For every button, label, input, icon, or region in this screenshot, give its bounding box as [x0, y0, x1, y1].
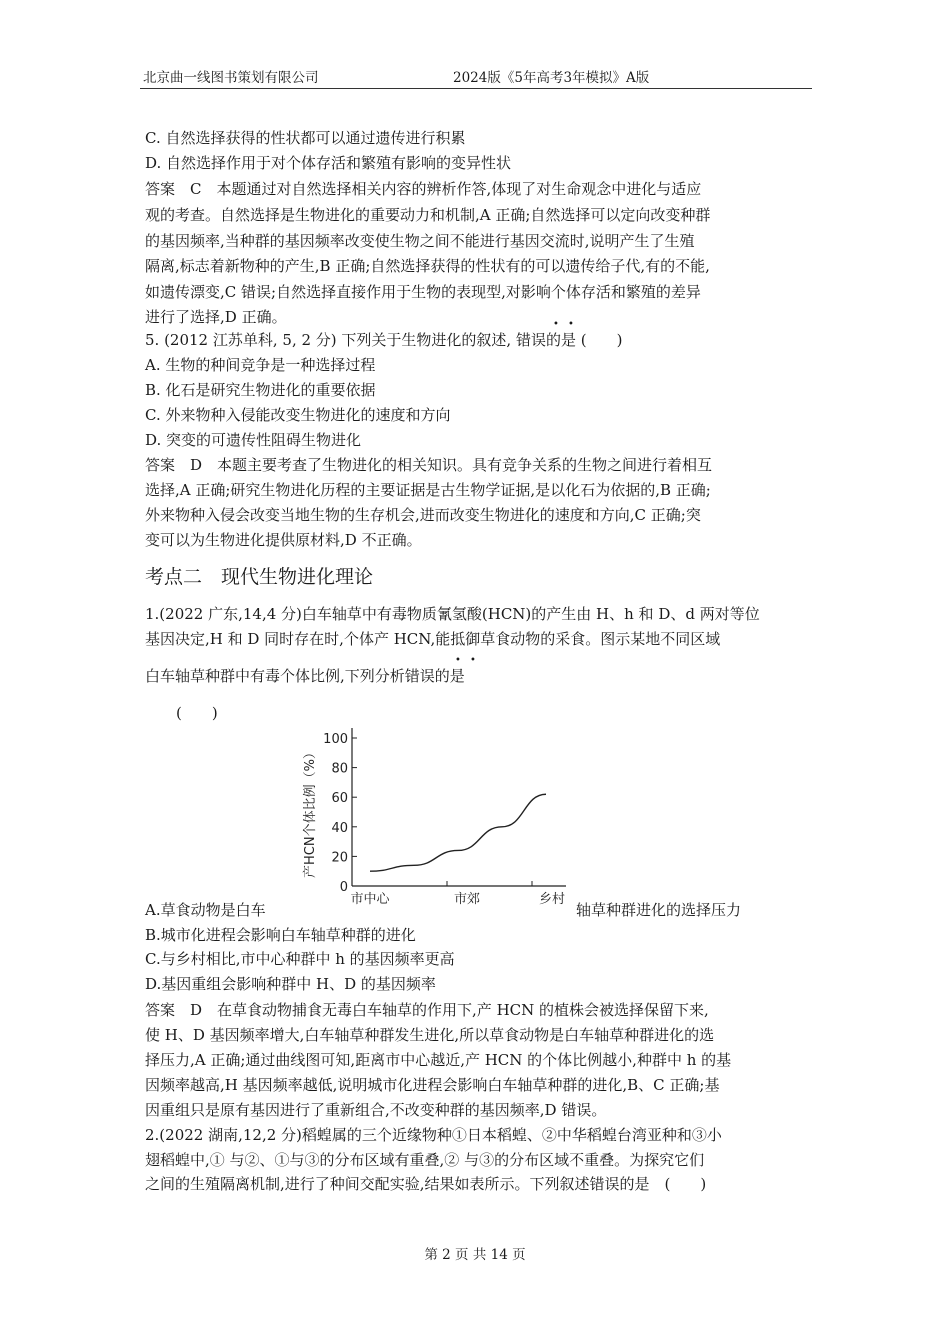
question-2-stem: 2.(2022 湖南,12,2 分)稻蝗属的三个近缘物种①日本稻蝗、②中华稻蝗台湾亚种和③小: [145, 1126, 722, 1144]
y-tick-label: 60: [331, 791, 348, 807]
header-book-title: 2024版《5年高考3年模拟》A版: [453, 70, 650, 86]
y-tick-label: 40: [331, 820, 348, 836]
answer-line: 的基因频率,当种群的基因频率改变使生物之间不能进行基因交流时,说明产生了生殖: [145, 232, 695, 250]
series-line-hcn-proportion: [370, 794, 546, 871]
answer-line: 变可以为生物进化提供原材料,D 不正确。: [145, 531, 422, 549]
x-tick-label: 市郊: [453, 892, 481, 907]
answer-line: 答案 D 在草食动物捕食无毒白车轴草的作用下,产 HCN 的植株会被选择保留下来,: [145, 1001, 709, 1019]
question-1-option-a: A.草食动物是白车: [145, 901, 266, 919]
y-tick-label: 0: [339, 880, 348, 895]
question-1-option-c: C.与乡村相比,市中心种群中 h 的基因频率更高: [145, 950, 455, 968]
emphasis-dot: •: [455, 655, 461, 666]
hcn-proportion-chart: [296, 722, 586, 922]
question-5-stem: 5. (2012 江苏单科, 5, 2 分) 下列关于生物进化的叙述, 错误的是 ( ): [145, 331, 623, 349]
answer-line: 择压力,A 正确;通过曲线图可知,距离市中心越近,产 HCN 的个体比例越小,种群中 h 的基: [145, 1051, 732, 1069]
question-1-stem: 1.(2022 广东,14,4 分)白车轴草中有毒物质氰氢酸(HCN)的产生由 H、h 和 D、d 两对等位: [145, 605, 760, 623]
question-5-option-c: C. 外来物种入侵能改变生物进化的速度和方向: [145, 406, 451, 424]
answer-line: 进行了选择,D 正确。: [145, 308, 287, 326]
emphasis-dot: •: [568, 319, 574, 330]
answer-line: 选择,A 正确;研究生物进化历程的主要证据是古生物学证据,是以化石为依据的,B 正确;: [145, 481, 711, 499]
y-tick-label: 100: [323, 732, 348, 747]
answer-line: 外来物种入侵会改变当地生物的生存机会,进而改变生物进化的速度和方向,C 正确;突: [145, 506, 701, 524]
answer-line: 使 H、D 基因频率增大,白车轴草种群发生进化,所以草食动物是白车轴草种群进化的选: [145, 1026, 715, 1044]
section-title: 考点二 现代生物进化理论: [145, 566, 374, 588]
question-2-stem: 之间的生殖隔离机制,进行了种间交配实验,结果如表所示。下列叙述错误的是 ( ): [145, 1175, 707, 1193]
question-5-option-d: D. 突变的可遗传性阻碍生物进化: [145, 431, 362, 449]
answer-line: 观的考查。自然选择是生物进化的重要动力和机制,A 正确;自然选择可以定向改变种群: [145, 206, 711, 224]
x-tick-label: 乡村: [538, 892, 566, 907]
answer-line: 因重组只是原有基因进行了重新组合,不改变种群的基因频率,D 错误。: [145, 1101, 607, 1119]
header-rule: [140, 88, 812, 89]
answer-line: 隔离,标志着新物种的产生,B 正确;自然选择获得的性状有的可以遗传给子代,有的不能,: [145, 257, 710, 275]
question-1-option-b: B.城市化进程会影响白车轴草种群的进化: [145, 926, 416, 944]
emphasis-dot: •: [553, 319, 559, 330]
option-d: D. 自然选择作用于对个体存活和繁殖有影响的变异性状: [145, 154, 512, 172]
answer-line: 答案 C 本题通过对自然选择相关内容的辨析作答,体现了对生命观念中进化与适应: [145, 180, 702, 198]
y-tick-label: 20: [331, 850, 348, 866]
question-5-option-b: B. 化石是研究生物进化的重要依据: [145, 381, 376, 399]
option-c: C. 自然选择获得的性状都可以通过遗传进行积累: [145, 129, 466, 147]
answer-line: 如遗传漂变,C 错误;自然选择直接作用于生物的表现型,对影响个体存活和繁殖的差异: [145, 283, 701, 301]
question-1-option-a-cont: 轴草种群进化的选择压力: [576, 901, 742, 919]
y-tick-label: 80: [331, 761, 348, 777]
question-1-option-d: D.基因重组会影响种群中 H、D 的基因频率: [145, 975, 436, 993]
emphasis-dot: •: [470, 655, 476, 666]
header-publisher: 北京曲一线图书策划有限公司: [143, 70, 319, 86]
answer-line: 答案 D 本题主要考查了生物进化的相关知识。具有竞争关系的生物之间进行着相互: [145, 456, 713, 474]
question-5-option-a: A. 生物的种间竞争是一种选择过程: [145, 356, 376, 374]
y-axis-label: 产HCN个体比例（%）: [303, 746, 318, 878]
page-footer: 第 2 页 共 14 页: [424, 1247, 526, 1263]
x-tick-label: 市中心: [350, 892, 390, 907]
question-1-stem: 白车轴草种群中有毒个体比例,下列分析错误的是: [145, 667, 465, 685]
answer-line: 因频率越高,H 基因频率越低,说明城市化进程会影响白车轴草种群的进化,B、C 正确;基: [145, 1076, 720, 1094]
question-2-stem: 翅稻蝗中,① 与②、①与③的分布区域有重叠,② 与③的分布区域不重叠。为探究它们: [145, 1151, 705, 1169]
question-1-stem: 基因决定,H 和 D 同时存在时,个体产 HCN,能抵御草食动物的采食。图示某地不同区域: [145, 630, 721, 648]
answer-blank: ( ): [176, 704, 218, 722]
